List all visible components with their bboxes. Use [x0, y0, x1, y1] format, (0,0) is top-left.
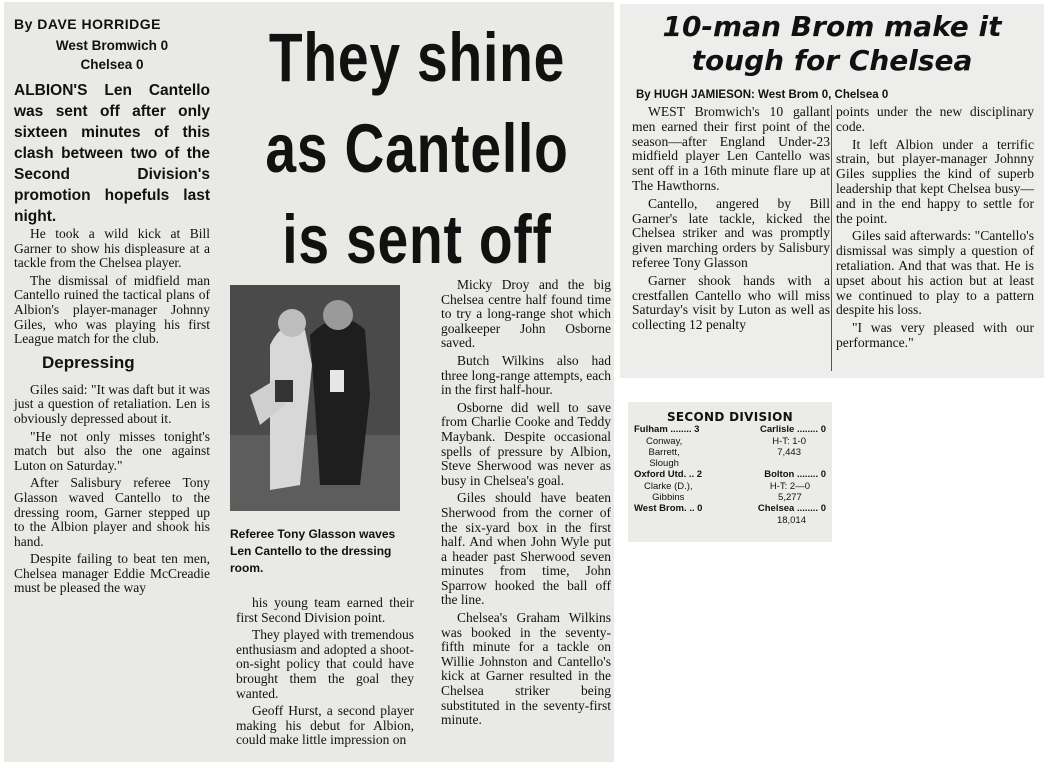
body-paragraph: Osborne did well to save from Charlie Cooke and Teddy Maybank. Despite occasional spells of pressure by Albion, Steve Sherwood was never as busy in Chelsea's goal. [441, 399, 611, 488]
score-line-away: Chelsea 0 [80, 57, 144, 72]
result-detail [634, 481, 826, 503]
results-title: SECOND DIVISION [666, 410, 794, 424]
body-paragraph: "He not only misses tonight's match but also the one against Luton on Saturday." [14, 428, 210, 473]
headline-line: tough for Chelsea [691, 44, 973, 77]
away-team: Bolton ........ 0 [764, 469, 826, 480]
middle-column [236, 596, 414, 751]
body-paragraph: Cantello, angered by Bill Garner's late tackle, kicked the Chelsea striker and was promptly given marching orders by Salisbury referee Tony Glasson [632, 195, 830, 270]
scorers: Conway, Barrett, Slough [646, 436, 683, 469]
body-paragraph: his young team earned their first Second Division point. [236, 595, 414, 625]
second-headline [624, 10, 1040, 78]
result-row [634, 469, 826, 481]
crosshead: Depressing [42, 352, 135, 372]
attendance: 5,277 [778, 492, 802, 503]
attendance: 7,443 [777, 447, 801, 458]
attendance: 18,014 [776, 515, 806, 526]
body-paragraph: Micky Droy and the big Chelsea centre half found time to try a long-range shot which goalkeeper John Osborne saved. [441, 277, 611, 351]
column-divider [831, 105, 832, 371]
headline-line: 10-man Brom make it [662, 10, 1002, 43]
intro-paragraph: ALBION'S Len Cantello was sent off after only sixteen minutes of this clash between two of the Second Division's promotion hopefuls last night. [14, 82, 210, 225]
body-paragraph: Giles said: "It was daft but it was just a question of retaliation. Len is obviously depressed about it. [14, 381, 210, 426]
scorers: Clarke (D.), Gibbins [644, 481, 693, 503]
result-detail [634, 515, 826, 526]
ht-attendance [772, 436, 826, 469]
body-paragraph: The dismissal of midfield man Cantello ruined the tactical plans of Albion's player-manager Johnny Giles, who was playing his first League match for the club. [14, 272, 210, 347]
body-paragraph: Garner shook hands with a crestfallen Cantello who will miss Saturday's visit by Luton as well as collecting 12 penalty [632, 272, 830, 333]
headline-line: as Cantello [265, 110, 569, 187]
home-team: Fulham ........ 3 [634, 424, 700, 435]
second-byline: By HUGH JAMIESON: West Brom 0, Chelsea 0 [636, 89, 889, 101]
main-article-clipping [4, 2, 614, 762]
results-table [634, 424, 826, 526]
body-paragraph: It left Albion under a terrific strain, but player-manager Johnny Giles supplies the kind of superb leadership that kept Chelsea busy—and in the end happy to settle for the point. [836, 136, 1034, 226]
away-team: Chelsea ........ 0 [757, 503, 826, 514]
body-paragraph: Butch Wilkins also had three long-range attempts, each in the first half-hour. [441, 352, 611, 398]
right-column [441, 278, 611, 731]
second-column-1 [632, 105, 830, 336]
body-paragraph: Despite failing to beat ten men, Chelsea manager Eddie McCreadie must be pleased the way [14, 551, 210, 596]
photo-image [230, 285, 400, 511]
body-paragraph: WEST Bromwich's 10 gallant men earned their first point of the season—after England Under-23 midfield player Len Cantello was sent off in a 16th minute flare up at The Hawthorns. [632, 104, 830, 193]
ht-attendance [770, 481, 826, 503]
result-detail [634, 436, 826, 469]
body-paragraph: Giles should have beaten Sherwood from the corner of the six-yard box in the first half. And when John Wyle put a header past Sherwood seven minutes from time, John Sparrow hooked the ball off the line. [441, 490, 611, 608]
result-row [634, 503, 826, 515]
home-team: Oxford Utd. .. 2 [634, 469, 703, 480]
headline-line: They shine [268, 19, 566, 96]
second-article-clipping [620, 4, 1044, 378]
body-paragraph: points under the new disciplinary code. [836, 104, 1034, 134]
byline: By DAVE HORRIDGE [14, 16, 161, 32]
half-time: H-T: 1-0 [772, 436, 806, 447]
body-paragraph: They played with tremendous enthusiasm and adopted a shoot-on-sight policy that could have brought them the goal they wanted. [236, 627, 414, 701]
headline-line: is sent off [282, 201, 552, 278]
result-row [634, 424, 826, 436]
body-paragraph: After Salisbury referee Tony Glasson waved Cantello to the dressing room, Garner stepped up to the Albion player and shook his hand. [14, 475, 210, 549]
home-team: West Brom. .. 0 [634, 503, 703, 514]
lead-column [14, 16, 210, 599]
body-paragraph: Giles said afterwards: "Cantello's dismissal was simply a question of retaliation. And that was that. He is upset about his action but at least we continued to play to a pattern despite his loss. [836, 228, 1034, 318]
referee-photo [230, 285, 400, 511]
second-column-2 [836, 105, 1034, 354]
score-line-home: West Bromwich 0 [55, 38, 169, 53]
half-time: H-T: 2—0 [769, 481, 810, 492]
main-headline [261, 12, 573, 285]
away-team: Carlisle ........ 0 [759, 424, 826, 435]
photo-caption: Referee Tony Glasson waves Len Cantello to the dressing room. [230, 527, 396, 575]
body-paragraph: He took a wild kick at Bill Garner to show his displeasure at a tackle from the Chelsea player. [14, 226, 210, 271]
body-paragraph: "I was very pleased with our performance." [836, 320, 1034, 350]
body-paragraph: Geoff Hurst, a second player making his debut for Albion, could make little impression on [236, 703, 414, 748]
results-box [628, 402, 832, 542]
body-paragraph: Chelsea's Graham Wilkins was booked in the seventy-fifth minute for a tackle on Willie Johnston and Cantello's kick at Garner resulted in the Chelsea striker being substituted in the seventy-first minute. [441, 610, 611, 728]
